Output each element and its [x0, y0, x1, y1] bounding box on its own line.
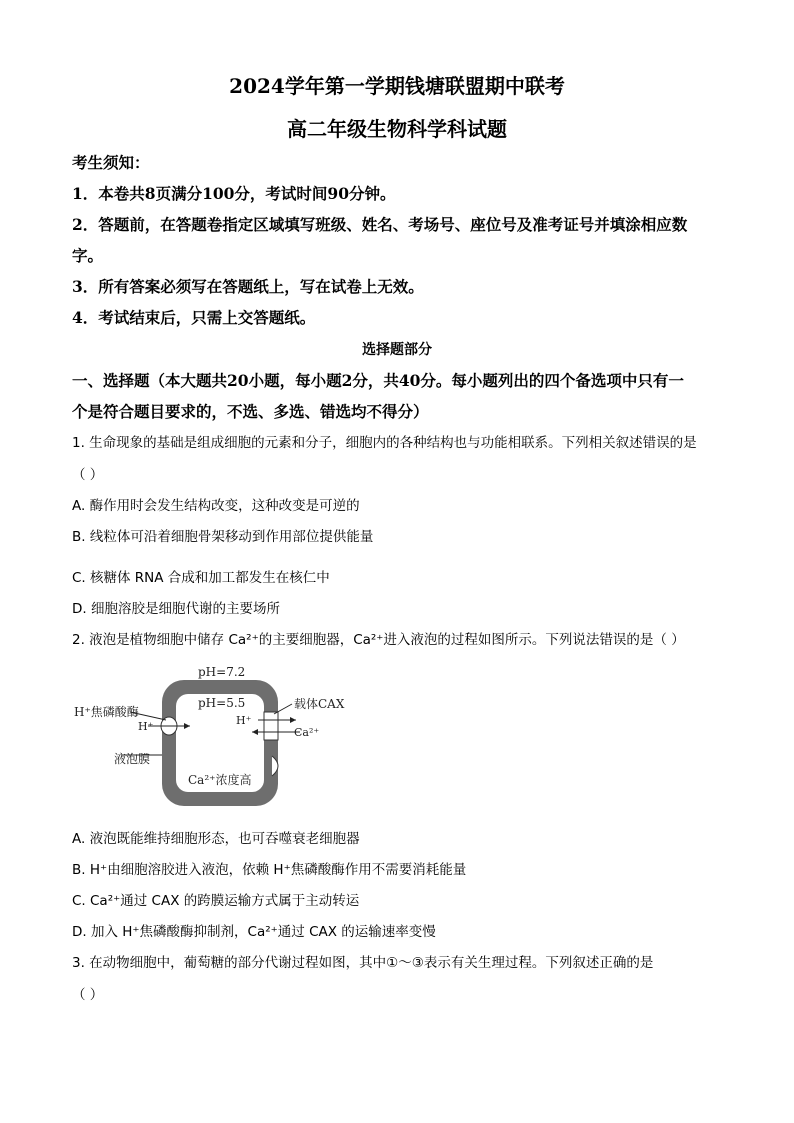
q2-option-c: C. Ca²⁺通过 CAX 的跨膜运输方式属于主动转运 — [72, 893, 360, 909]
q2-stem: 2. 液泡是植物细胞中储存 Ca²⁺的主要细胞器，Ca²⁺进入液泡的过程如图所示。下列说法错误的是（ ） — [72, 632, 685, 648]
inside-label: Ca²⁺浓度高 — [188, 773, 252, 787]
q1-option-b: B. 线粒体可沿着细胞骨架移动到作用部位提供能量 — [72, 529, 374, 545]
q3-stem-cont: （ ） — [72, 987, 104, 1003]
notice-item-1: 1．本卷共8页满分100分，考试时间90分钟。 — [72, 184, 396, 203]
q2-option-d: D. 加入 H⁺焦磷酸酶抑制剂，Ca²⁺通过 CAX 的运输速率变慢 — [72, 924, 436, 940]
q3-stem: 3. 在动物细胞中，葡萄糖的部分代谢过程如图，其中①～③表示有关生理过程。下列叙述正确的是 — [72, 955, 654, 971]
h-out-arrowhead — [290, 717, 296, 723]
carrier-label: 载体CAX — [294, 697, 345, 711]
notice-heading: 考生须知： — [72, 153, 150, 172]
membrane-label: 液泡膜 — [114, 752, 151, 766]
h-right-label: H⁺ — [236, 714, 252, 727]
q2-option-b: B. H⁺由细胞溶胶进入液泡，依赖 H⁺焦磷酸酶作用不需要消耗能量 — [72, 862, 467, 878]
notice-item-2-cont: 字。 — [72, 246, 104, 265]
q1-stem-cont: （ ） — [72, 467, 104, 483]
exam-title: 2024学年第一学期钱塘联盟期中联考 — [229, 74, 565, 98]
q1-option-a: A. 酶作用时会发生结构改变，这种改变是可逆的 — [72, 498, 360, 514]
section-instruction: 一、选择题（本大题共20小题，每小题2分，共40分。每小题列出的四个备选项中只有一 — [72, 371, 684, 390]
ca-right-label: Ca²⁺ — [294, 726, 320, 739]
pump-label: H⁺焦磷酸酶 — [74, 705, 139, 719]
ph-inside-label: pH=5.5 — [198, 696, 246, 710]
notice-item-2: 2．答题前，在答题卷指定区域填写班级、姓名、考场号、座位号及准考证号并填涂相应数 — [72, 215, 688, 234]
cax-carrier-icon — [264, 712, 278, 740]
ph-outside-label: pH=7.2 — [198, 665, 246, 679]
q1-stem: 1. 生命现象的基础是组成细胞的元素和分子，细胞内的各种结构也与功能相联系。下列相关叙述错误的是 — [72, 435, 697, 451]
q1-option-d: D. 细胞溶胶是细胞代谢的主要场所 — [72, 601, 280, 617]
q1-option-c: C. 核糖体 RNA 合成和加工都发生在核仁中 — [72, 570, 330, 586]
h-left-label: H⁺ — [138, 720, 154, 733]
exam-subtitle: 高二年级生物科学科试题 — [287, 117, 507, 141]
vacuole-diagram — [70, 662, 360, 812]
q2-option-a: A. 液泡既能维持细胞形态，也可吞噬衰老细胞器 — [72, 831, 360, 847]
notice-item-4: 4．考试结束后，只需上交答题纸。 — [72, 308, 316, 327]
notice-item-3: 3．所有答案必须写在答题纸上，写在试卷上无效。 — [72, 277, 424, 296]
section-instruction-cont: 个是符合题目要求的，不选、多选、错选均不得分） — [72, 402, 429, 421]
section-title: 选择题部分 — [362, 342, 432, 358]
